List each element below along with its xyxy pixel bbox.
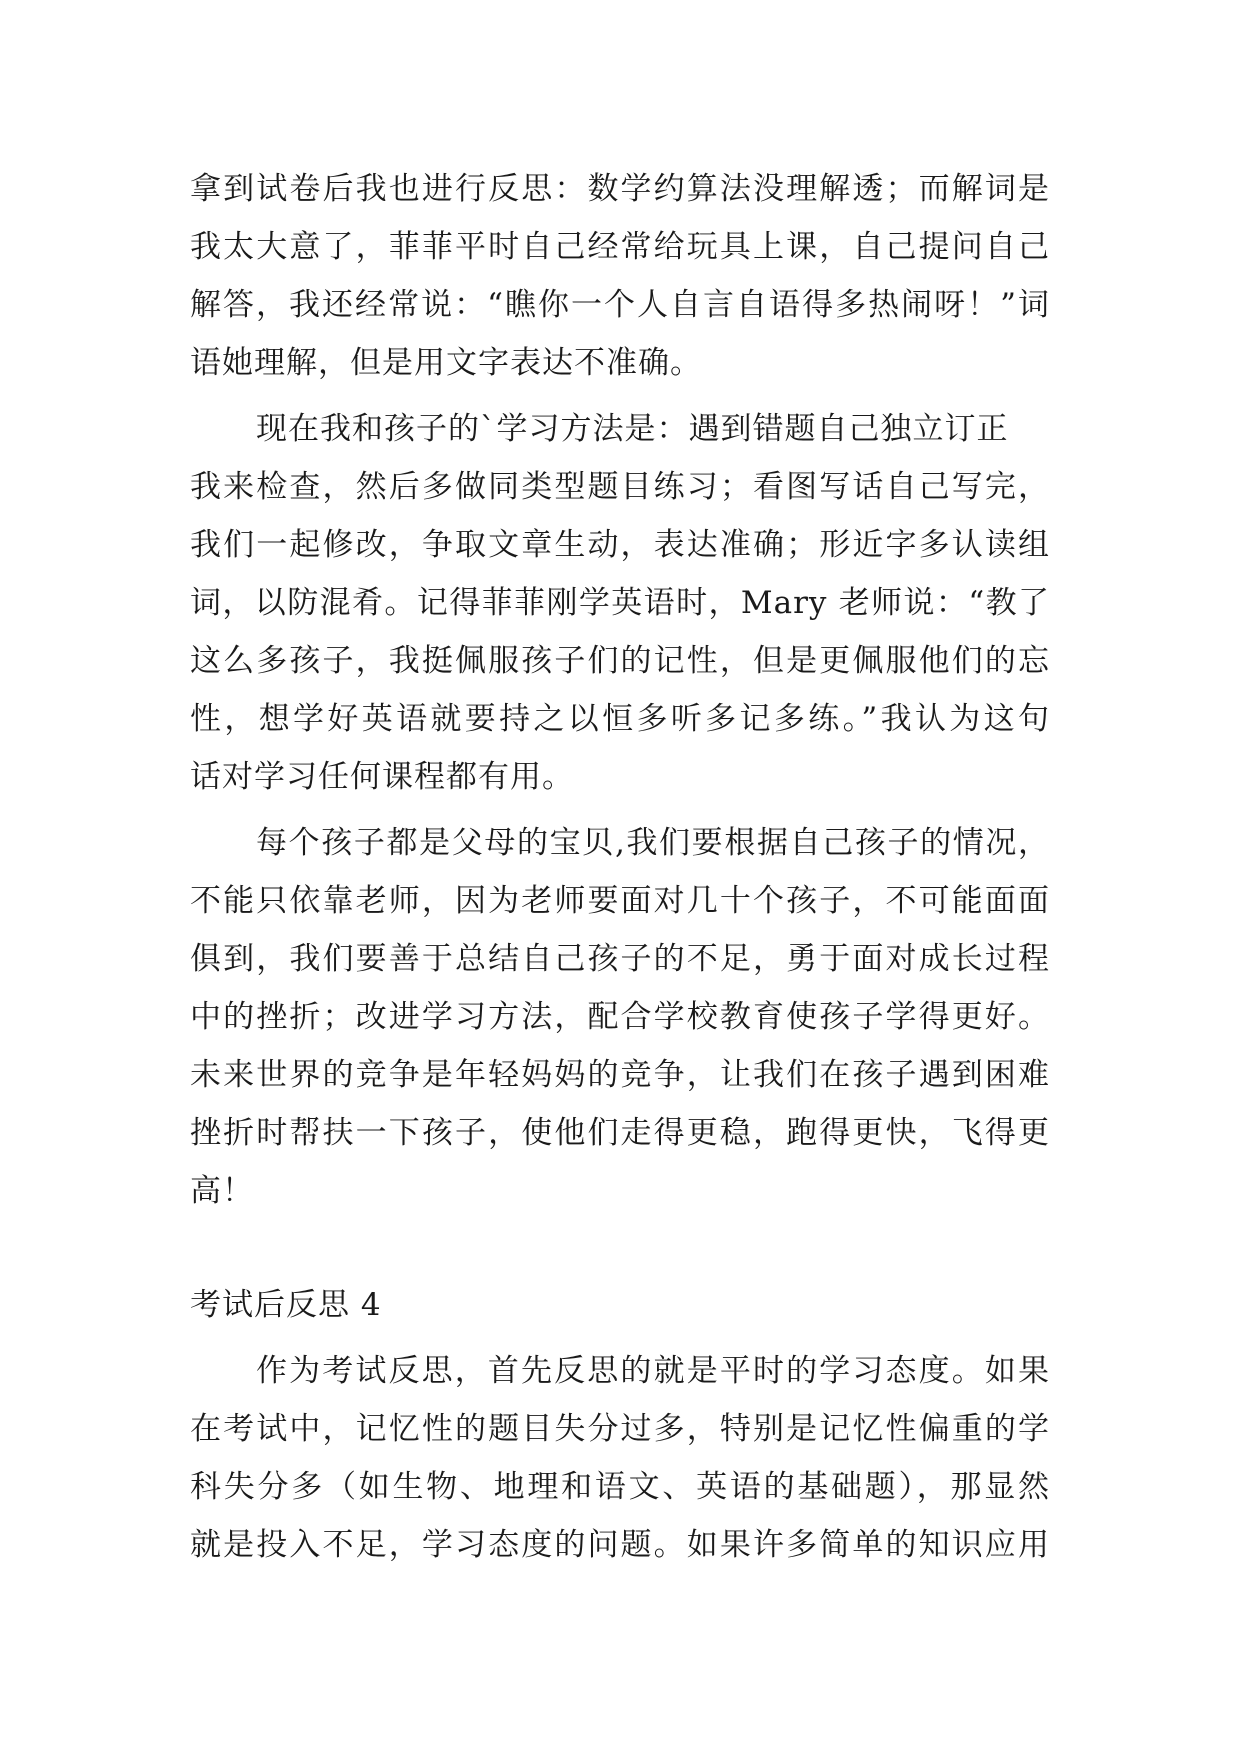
text-line: 不能只依靠老师，因为老师要面对几十个孩子，不可能面面	[190, 883, 1050, 919]
text-line: 词，以防混肴。记得菲菲刚学英语时，Mary 老师说：“教了	[190, 585, 1050, 621]
paragraph-1	[190, 160, 1050, 392]
text-line: 俱到，我们要善于总结自己孩子的不足，勇于面对成长过程	[190, 941, 1050, 977]
text-line: 拿到试卷后我也进行反思：数学约算法没理解透；而解词是	[190, 171, 1050, 207]
text-line: 语她理解，但是用文字表达不准确。	[190, 345, 702, 381]
text-line: 这么多孩子，我挺佩服孩子们的记性，但是更佩服他们的忘	[190, 643, 1050, 679]
text-line: 科失分多（如生物、地理和语文、英语的基础题），那显然	[190, 1469, 1050, 1505]
section-heading: 考试后反思 4	[190, 1287, 382, 1323]
text-line: 现在我和孩子的`学习方法是：遇到错题自己独立订正	[256, 411, 1009, 447]
text-line: 挫折时帮扶一下孩子，使他们走得更稳，跑得更快，飞得更	[190, 1115, 1050, 1151]
paragraph-gap	[190, 392, 1050, 400]
text-line: 话对学习任何课程都有用。	[190, 759, 574, 795]
text-line: 高！	[190, 1173, 254, 1209]
paragraph-3	[190, 814, 1050, 1220]
paragraph-2	[190, 400, 1050, 806]
text-line: 性，想学好英语就要持之以恒多听多记多练。”我认为这句	[190, 701, 1050, 737]
document-page	[190, 160, 1050, 1574]
paragraph-4	[190, 1342, 1050, 1574]
text-line: 我太大意了，菲菲平时自己经常给玩具上课，自己提问自己	[190, 229, 1050, 265]
text-line: 我们一起修改，争取文章生动，表达准确；形近字多认读组	[190, 527, 1050, 563]
text-line: 在考试中，记忆性的题目失分过多，特别是记忆性偏重的学	[190, 1411, 1050, 1447]
text-line: 作为考试反思，首先反思的就是平时的学习态度。如果	[256, 1353, 1050, 1389]
text-line: 中的挫折；改进学习方法，配合学校教育使孩子学得更好。	[190, 999, 1050, 1035]
text-line: 未来世界的竞争是年轻妈妈的竞争，让我们在孩子遇到困难	[190, 1057, 1050, 1093]
text-line: 解答，我还经常说：“瞧你一个人自言自语得多热闹呀！”词	[190, 287, 1050, 323]
text-line: 我来检查，然后多做同类型题目练习；看图写话自己写完，	[190, 469, 1050, 505]
text-line: 每个孩子都是父母的宝贝,我们要根据自己孩子的情况，	[256, 825, 1050, 861]
text-line: 就是投入不足，学习态度的问题。如果许多简单的知识应用	[190, 1527, 1050, 1563]
paragraph-gap	[190, 806, 1050, 814]
